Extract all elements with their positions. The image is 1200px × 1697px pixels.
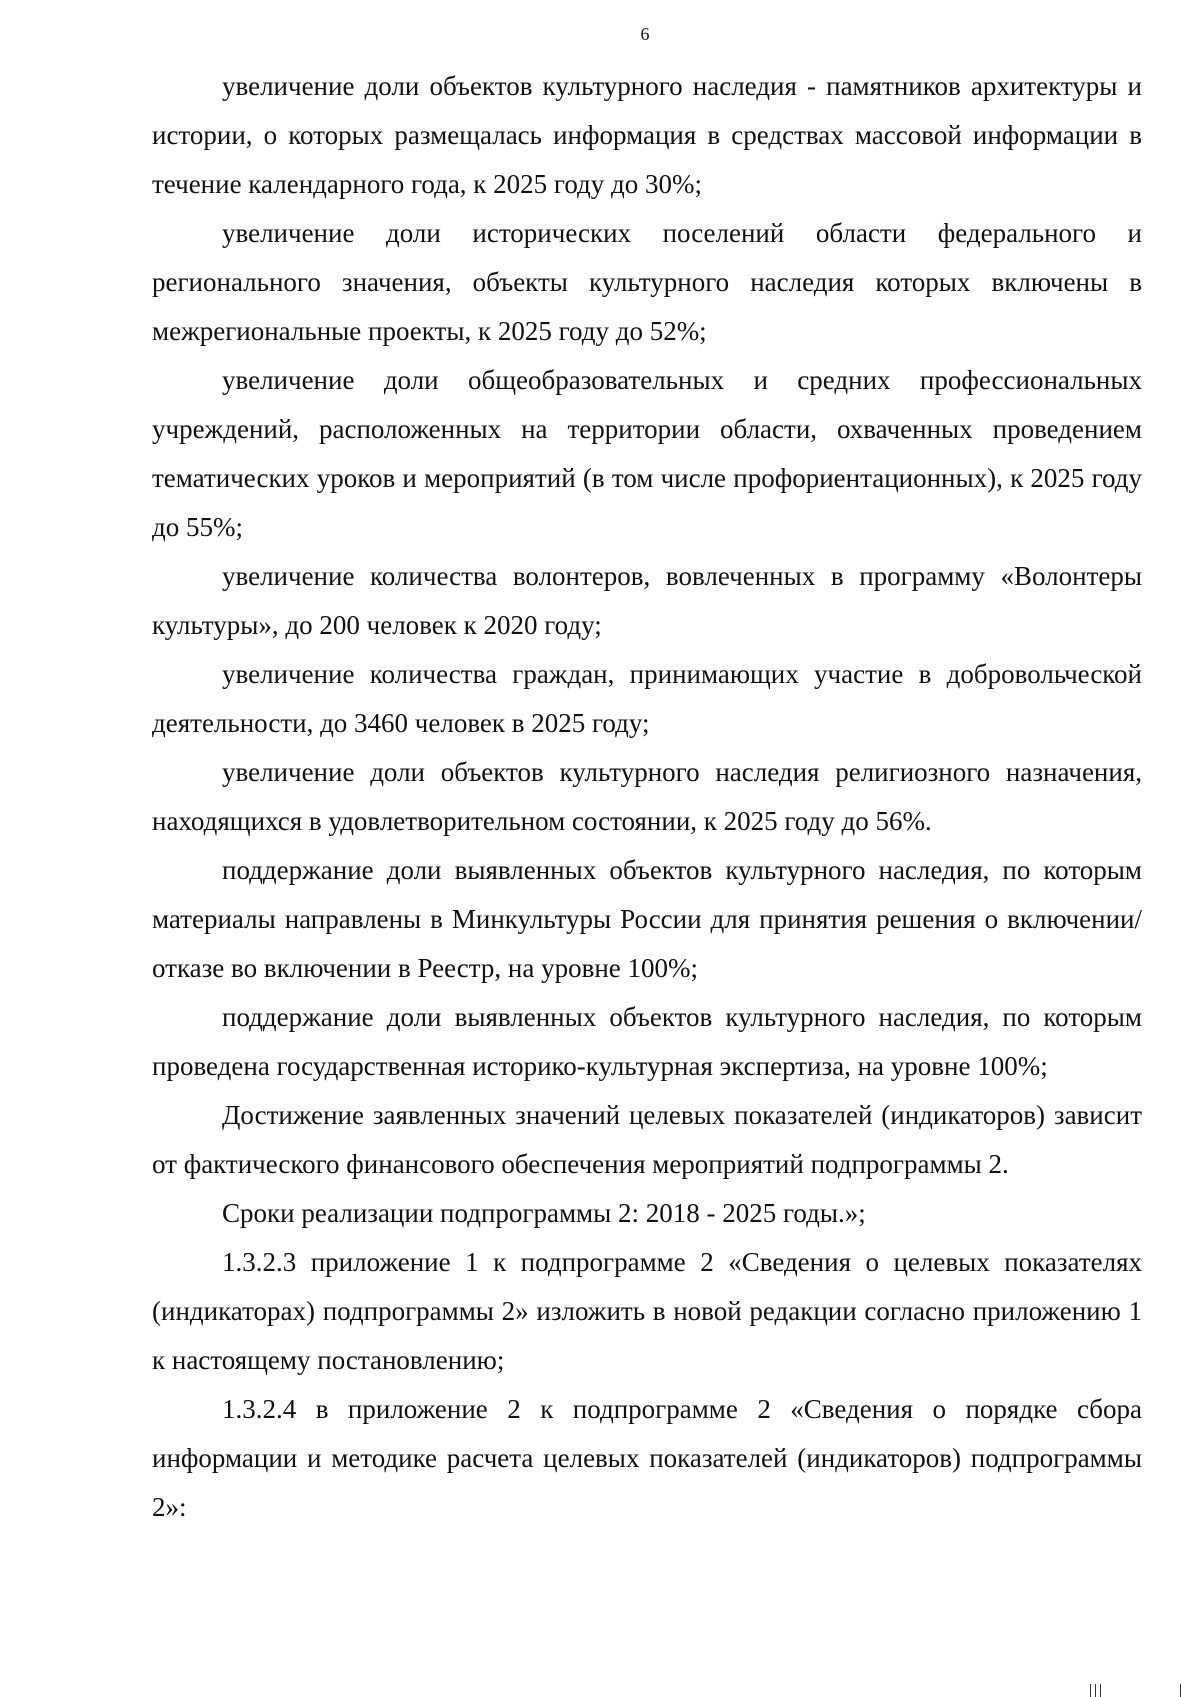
document-body [152, 62, 1142, 1532]
paragraph-culture-volunteers: увеличение количества волонтеров, вовлеченных в программу «Волонтеры культуры», до 200 человек к 2020 году; [152, 561, 1142, 640]
page-number: 6 [640, 24, 650, 44]
scan-edge-mark [1100, 1684, 1101, 1697]
paragraph-educational-institutions-share: увеличение доли общеобразовательных и средних профессиональных учреждений, расположенных на территории области, охваченных проведением тематических уроков и мероприятий (в том числе профориентационных), к 2025 году до 55%; [152, 365, 1142, 542]
paragraph-volunteer-citizens: увеличение количества граждан, принимающих участие в добровольческой деятельности, до 3460 человек в 2025 году; [152, 659, 1142, 738]
paragraph-register-materials-share: поддержание доли выявленных объектов культурного наследия, по которым материалы направлены в Минкультуры России для принятия решения о включении/отказе во включении в Реестр, на уровне 100%; [152, 855, 1142, 983]
scan-edge-mark [1090, 1684, 1091, 1697]
paragraph-expertise-share: поддержание доли выявленных объектов культурного наследия, по которым проведена государственная историко-культурная экспертиза, на уровне 100%; [152, 1002, 1142, 1081]
scan-edge-mark [1095, 1684, 1096, 1697]
paragraph-item-1-3-2-3: 1.3.2.3 приложение 1 к подпрограмме 2 «Сведения о целевых показателях (индикаторах) подпрограммы 2» изложить в новой редакции согласно приложению 1 к настоящему постановлению; [152, 1247, 1142, 1375]
paragraph-funding-dependency: Достижение заявленных значений целевых показателей (индикаторов) зависит от фактического финансового обеспечения мероприятий подпрограммы 2. [152, 1100, 1142, 1179]
paragraph-historic-settlements-share: увеличение доли исторических поселений области федерального и регионального значения, объекты культурного наследия которых включены в межрегиональные проекты, к 2025 году до 52%; [152, 218, 1142, 346]
paragraph-item-1-3-2-4: 1.3.2.4 в приложение 2 к подпрограмме 2 «Сведения о порядке сбора информации и методике расчета целевых показателей (индикаторов) подпрограммы 2»: [152, 1394, 1142, 1522]
scan-edge-mark [1180, 1684, 1181, 1697]
paragraph-monuments-media-share: увеличение доли объектов культурного наследия - памятников архитектуры и истории, о которых размещалась информация в средствах массовой информации в течение календарного года, к 2025 году до 30%; [152, 71, 1142, 199]
paragraph-religious-objects-share: увеличение доли объектов культурного наследия религиозного назначения, находящихся в удовлетворительном состоянии, к 2025 году до 56%. [152, 757, 1142, 836]
paragraph-implementation-period: Сроки реализации подпрограммы 2: 2018 - 2025 годы.»; [222, 1198, 866, 1228]
